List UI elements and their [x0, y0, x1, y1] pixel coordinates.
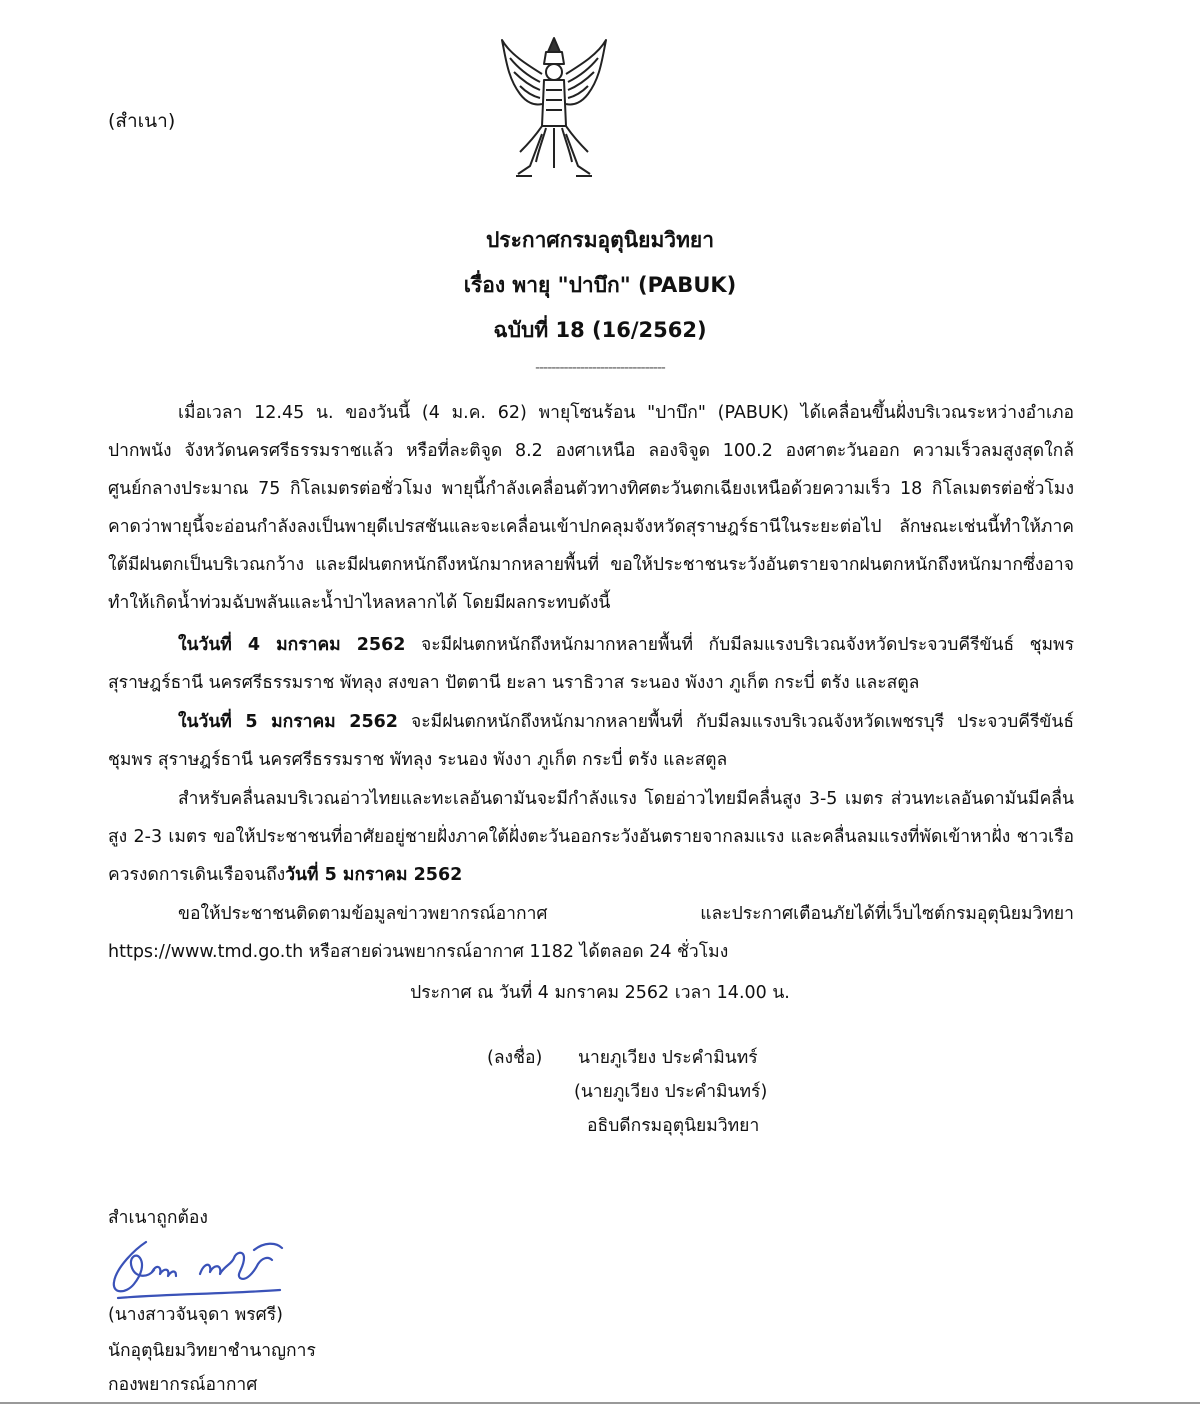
copy-label: (สำเนา) [108, 110, 176, 132]
paragraph-storm-position [108, 394, 1074, 622]
certifier-name: (นางสาวจันจุดา พรศรี) [108, 1305, 283, 1325]
date-heading: ในวันที่ 5 มกราคม 2562 [178, 712, 398, 732]
paragraph-text: จะมีฝนตกหนักถึงหนักมากหลายพื้นที่ กับมีลมแรงบริเวณจังหวัดประจวบคีรีขันธ์ ชุมพร สุราษฎร์ธานี นครศรีธรรมราช พัทลุง สงขลา ปัตตานี ยะลา นราธิวาส ระนอง พังงา ภูเก็ต กระบี่ ตรัง และสตูล [108, 635, 1074, 693]
paragraph-follow-updates [108, 895, 1074, 971]
certifier-division: กองพยากรณ์อากาศ [108, 1375, 258, 1395]
garuda-emblem-icon [496, 34, 612, 186]
paragraph-text: สำหรับคลื่นลมบริเวณอ่าวไทยและทะเลอันดามันจะมีกำลังแรง โดยอ่าวไทยมีคลื่นสูง 3-5 เมตร ส่วนทะเลอันดามันมีคลื่นสูง 2-3 เมตร ขอให้ประชาชนที่อาศัยอยู่ชายฝั่งภาคใต้ฝั่งตะวันออกระวังอันตรายจากลมแรง และคลื่นลมแรงที่พัดเข้าหาฝั่ง ชาวเรือควรงดการเดินเรือจนถึง [108, 789, 1074, 885]
certified-copy-label: สำเนาถูกต้อง [108, 1208, 208, 1228]
signer-name-paren: (นายภูเวียง ประคำมินทร์) [574, 1082, 768, 1102]
paragraph-text: เมื่อเวลา 12.45 น. ของวันนี้ (4 ม.ค. 62) พายุโซนร้อน "ปาบึก" (PABUK) ได้เคลื่อนขึ้นฝั่งบริเวณระหว่างอำเภอปากพนัง จังหวัดนครศรีธรรมราชแล้ว หรือที่ละติจูด 8.2 องศาเหนือ ลองจิจูด 100.2 องศาตะวันออก ความเร็วลมสูงสุดใกล้ศูนย์กลางประมาณ 75 กิโลเมตรต่อชั่วโมง พายุนี้กำลังเคลื่อนตัวทางทิศตะวันตกเฉียงเหนือด้วยความเร็ว 18 กิโลเมตรต่อชั่วโมง คาดว่าพายุนี้จะอ่อนกำลังลงเป็นพายุดีเปรสชันและจะเคลื่อนเข้าปกคลุมจังหวัดสุราษฎร์ธานีในระยะต่อไป ลักษณะเช่นนี้ทำให้ภาคใต้มีฝนตกเป็นบริเวณกว้าง และมีฝนตกหนักถึงหนักมากหลายพื้นที่ ขอให้ประชาชนระวังอันตรายจากฝนตกหนักถึงหนักมากซึ่งอาจทำให้เกิดน้ำท่วมฉับพลันและน้ำป่าไหลหลากได้ โดยมีผลกระทบดังนี้ [108, 403, 1074, 613]
signed-label: (ลงชื่อ) [487, 1048, 543, 1068]
certifier-position: นักอุตุนิยมวิทยาชำนาญการ [108, 1341, 316, 1361]
announcement-issue: ฉบับที่ 18 (16/2562) [493, 318, 707, 342]
announcement-subject: เรื่อง พายุ "ปาบึก" (PABUK) [463, 273, 737, 297]
title-divider: -------------------------------- [535, 360, 665, 376]
paragraph-waves [108, 780, 1074, 894]
signer-position: อธิบดีกรมอุตุนิยมวิทยา [587, 1116, 760, 1136]
announce-date: ประกาศ ณ วันที่ 4 มกราคม 2562 เวลา 14.00 น. [410, 983, 790, 1003]
date-heading: ในวันที่ 4 มกราคม 2562 [178, 635, 406, 655]
paragraph-text: ขอให้ประชาชนติดตามข้อมูลข่าวพยากรณ์อากาศ และประกาศเตือนภัยได้ที่เว็บไซต์กรมอุตุนิยมวิทยา https://www.tmd.go.th หรือสายด่วนพยากรณ์อากาศ 1182 ได้ตลอด 24 ชั่วโมง [108, 904, 1074, 962]
paragraph-impact-day-4 [108, 626, 1074, 702]
date-emphasis: วันที่ 5 มกราคม 2562 [285, 865, 463, 885]
signer-name: นายภูเวียง ประคำมินทร์ [578, 1048, 758, 1068]
announcement-title: ประกาศกรมอุตุนิยมวิทยา [485, 228, 715, 252]
paragraph-impact-day-5 [108, 703, 1074, 779]
page-edge-divider [0, 1402, 1200, 1404]
handwritten-signature [104, 1228, 294, 1304]
paragraph-text: จะมีฝนตกหนักถึงหนักมากหลายพื้นที่ กับมีลมแรงบริเวณจังหวัดเพชรบุรี ประจวบคีรีขันธ์ ชุมพร สุราษฎร์ธานี นครศรีธรรมราช พัทลุง ระนอง พังงา ภูเก็ต กระบี่ ตรัง และสตูล [108, 712, 1074, 770]
